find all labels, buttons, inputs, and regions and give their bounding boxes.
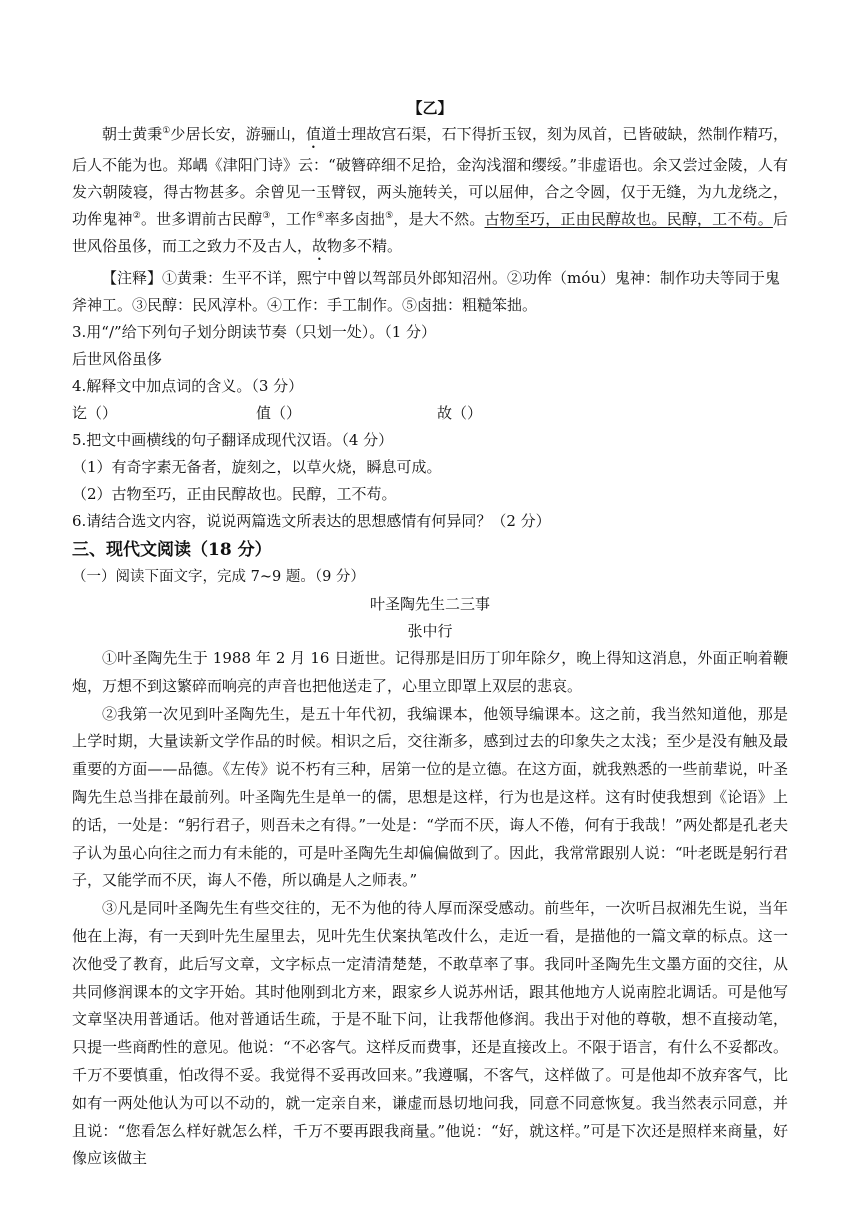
classical-text-yi: 朝士黄秉①少居长安，游骊山，值道士理故宫石渠，石下得折玉钗，刻为凤首，已皆破缺，然制作精巧，后人不能为也。郑嵎《津阳门诗》云：“破簪碎细不足拾，金沟浅溜和缨绥。”非虚语也。余又尝过金陵，人有发六朝陵寝，得古物甚多。余曾见一玉臂钗，两头施转关，可以屈伸，合之令圆，仅于无缝，为九龙绕之，功侔鬼神②。世多谓前古民醇③，工作④率多卤拙⑤，是大不然。古物至巧，正由民醇故也。民醇，工不苟。后世风俗虽侈，而工之致力不及古人，故物多不精。 xyxy=(72,125,788,255)
question-5: 5.把文中画横线的句子翻译成现代汉语。（4 分） xyxy=(72,431,394,449)
dotted-word-gu: 故 xyxy=(312,237,328,255)
blank-qi: 讫（） xyxy=(72,404,118,422)
article-title: 叶圣陶先生二三事 xyxy=(369,595,490,613)
article-author: 张中行 xyxy=(407,622,453,640)
underlined-sentence: 古物至巧，正由民醇故也。民醇，工不苟。 xyxy=(484,210,773,228)
annotation-note: 【注释】①黄秉：生平不详，熙宁中曾以驾部员外郎知沼州。②功侔（móu）鬼神：制作功夫等同于鬼斧神工。③民醇：民风淳朴。④工作：手工制作。⑤卤拙：粗糙笨拙。 xyxy=(72,269,780,314)
article-paragraph-3: ③凡是同叶圣陶先生有些交往的，无不为他的待人厚而深受感动。前些年，一次听吕叔湘先生说，当年他在上海，有一天到叶先生屋里去，见叶先生伏案执笔改什么，走近一看，是描他的一篇文章的标点。这一次他受了教育，此后写文章，文字标点一定清清楚楚，不敢草率了事。我同叶圣陶先生文墨方面的交往，从共同修润课本的文字开始。其时他刚到北方来，跟家乡人说苏州话，跟其他地方人说南腔北调话。可是他写文章坚决用普通话。他对普通话生疏，于是不耻下问，让我帮他修润。我出于对他的尊敬，想不直接动笔，只提一些商酌性的意见。他说：“不必客气。这样反而费事，还是直接改上。不限于语言，有什么不妥都改。千万不要慎重，怕改得不妥。我觉得不妥再改回来。”我遵嘱，不客气，这样做了。可是他却不放弃客气，比如有一两处他认为可以不动的，就一定亲自来，谦虚而恳切地问我，同意不同意恢复。我当然表示同意，并且说：“您看怎么样好就怎么样，千万不要再跟我商量。”他说：“好，就这样。”可是下次还是照样来商量，好像应该做主 xyxy=(72,899,788,1168)
section-title-yi: 【乙】 xyxy=(407,99,453,117)
question-6: 6.请结合选文内容，说说两篇选文所表达的思想感情有何异同？（2 分） xyxy=(72,512,551,530)
dotted-word-zhi: 值 xyxy=(305,125,322,143)
section-heading-modern-reading: 三、现代文阅读（18 分） xyxy=(72,540,272,560)
question-3: 3.用“/”给下列句子划分朗读节奏（只划一处）。（1 分） xyxy=(72,323,437,341)
question-3-sentence: 后世风俗虽侈 xyxy=(72,350,163,368)
blank-zhi: 值（） xyxy=(256,404,302,422)
question-5-2: （2）古物至巧，正由民醇故也。民醇，工不苟。 xyxy=(72,485,397,503)
question-4: 4.解释文中加点词的含义。（3 分） xyxy=(72,377,304,395)
article-paragraph-2: ②我第一次见到叶圣陶先生，是五十年代初，我编课本，他领导编课本。这之前，我当然知道他，那是上学时期，大量读新文学作品的时候。相识之后，交往渐多，感到过去的印象失之太浅；至少是没有触及最重要的方面——品德。《左传》说不朽有三种，居第一位的是立德。在这方面，就我熟悉的一些前辈说，叶圣陶先生总当排在最前列。叶圣陶先生是单一的儒，思想是这样，行为也是这样。这有时使我想到《论语》上的话，一处是：“躬行君子，则吾未之有得。”一处是：“学而不厌，诲人不倦，何有于我哉！”两处都是孔老夫子认为虽心向往之而力有未能的，可是叶圣陶先生却偏偏做到了。因此，我常常跟别人说：“叶老既是躬行君子，又能学而不厌，诲人不倦，所以确是人之师表。” xyxy=(72,704,788,890)
document-page xyxy=(72,96,788,1173)
article-paragraph-1: ①叶圣陶先生于 1988 年 2 月 16 日逝世。记得那是旧历丁卯年除夕，晚上得知这消息，外面正响着鞭炮，万想不到这繁碎而响亮的声音也把他送走了，心里立即罩上双层的悲哀。 xyxy=(72,649,788,695)
blank-gu: 故（） xyxy=(437,404,483,422)
question-5-1: （1）有奇字素无备者，旋刻之，以草火烧，瞬息可成。 xyxy=(72,458,442,476)
question-4-blanks xyxy=(72,400,788,427)
subsection-instruction: （一）阅读下面文字，完成 7~9 题。（9 分） xyxy=(72,569,365,585)
